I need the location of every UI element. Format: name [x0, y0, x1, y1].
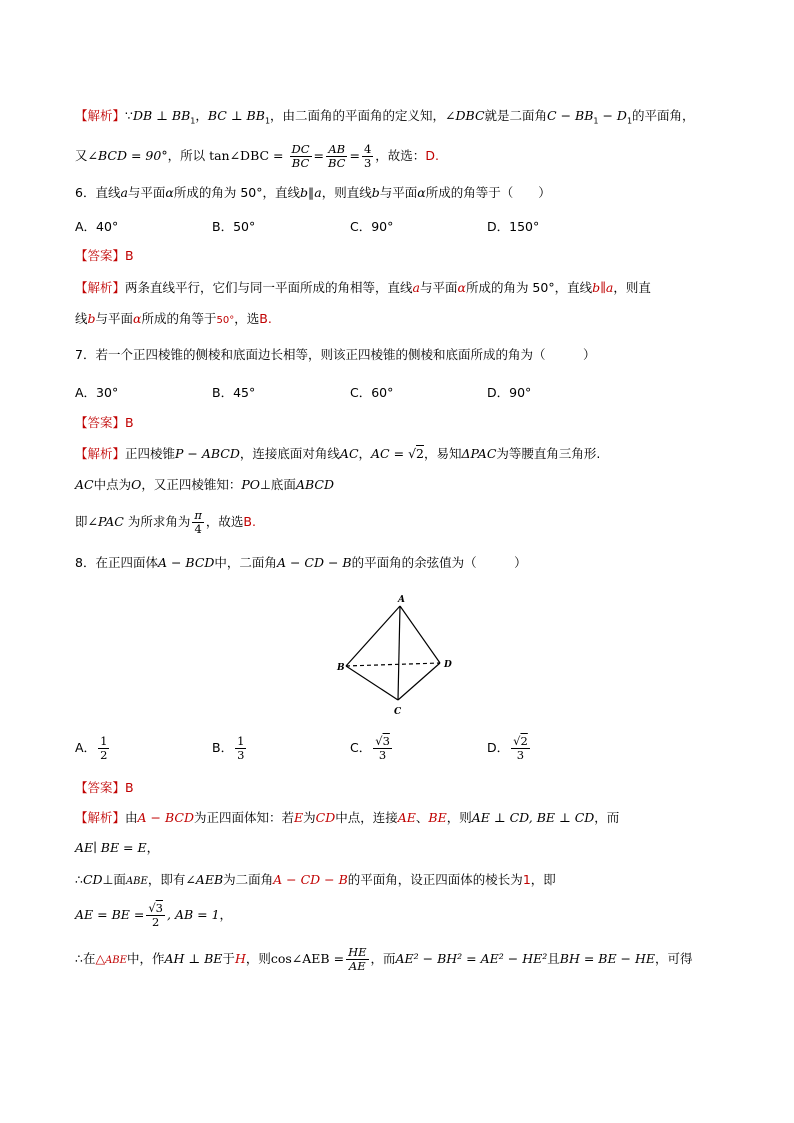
q7-analysis-line2: AC中点为O，又正四棱锥知：PO⊥底面ABCD — [75, 477, 334, 492]
q7-answer: 【答案】B — [75, 415, 134, 430]
q8-option-d: D． $\frac{√2}{3}$ — [487, 734, 528, 762]
q7-analysis-line3: 即∠PAC 为所求角为 $\frac{\pi}{4}$ ，故选B. — [75, 508, 256, 536]
edge-ad — [400, 606, 440, 663]
q7-option-d: D．90° — [487, 385, 532, 400]
q6-option-a: A．40° — [75, 219, 119, 234]
edge-ac — [398, 606, 400, 700]
answer-tag: 【答案】 — [75, 248, 126, 263]
q8-analysis-line3: ∴CD⊥面ABE，即有∠AEB为二面角A − CD − B的平面角，设正四面体的棱长为1，即 — [75, 872, 556, 887]
q8-analysis-line1: 【解析】由A − BCD为正四面体知：若E为CD中点，连接AE、BE，则AE ⊥ CD, BE ⊥ CD，而 — [75, 810, 620, 825]
fraction-4-3: $\frac{4}{3}$ — [363, 142, 372, 170]
q6-option-b: B．50° — [212, 219, 256, 234]
vertex-label-c: C — [394, 707, 402, 717]
fraction-pi-4: $\frac{\pi}{4}$ — [194, 508, 202, 536]
q8-analysis-line5: ∴在△ABE中，作AH ⊥ BE于H，则cos∠AEB = $\frac{HE}{AE}$ ，而AE² − BH² = AE² − HE²且BH = BE − HE，可得 — [75, 945, 693, 973]
tetrahedron-figure — [334, 592, 464, 718]
edge-dc — [398, 663, 440, 700]
q7-option-b: B．45° — [212, 385, 256, 400]
vertex-label-d: D — [444, 660, 452, 670]
vertex-label-b: B — [337, 663, 345, 673]
q8-option-b: B． $\frac{1}{3}$ — [212, 734, 245, 762]
edge-bc — [346, 666, 398, 700]
vertex-label-a: A — [398, 595, 405, 605]
q7-stem: 7．若一个正四棱锥的侧棱和底面边长相等，则该正四棱锥的侧棱和底面所成的角为（ ） — [75, 347, 596, 362]
q7-option-a: A．30° — [75, 385, 119, 400]
fraction-dc-bc: $\frac{DC}{BC}$ — [291, 142, 310, 170]
analysis-tag: 【解析】 — [75, 108, 126, 123]
fraction-ab-bc: $\frac{AB}{BC}$ — [328, 142, 346, 170]
q8-option-a: A． $\frac{1}{2}$ — [75, 734, 108, 762]
q6-option-c: C．90° — [350, 219, 394, 234]
q8-analysis-line4: AE = BE = $\frac{√3}{2}$ , AB = 1， — [75, 901, 233, 929]
q5-analysis-line2: 又∠BCD = 90°，所以 tan∠DBC = $\frac{DC}{BC}$ = $\frac{AB}{BC}$ = $\frac{4}{3}$ ，故选：D. — [75, 142, 439, 170]
q7-option-c: C．60° — [350, 385, 394, 400]
q8-analysis-line2: AE∣ BE = E， — [75, 840, 160, 855]
q8-stem: 8．在正四面体A − BCD中，二面角A − CD − B的平面角的余弦值为（ ） — [75, 555, 527, 570]
q7-analysis-line1: 【解析】正四棱锥P − ABCD，连接底面对角线AC，AC = √2，易知ΔPAC为等腰直角三角形. — [75, 446, 601, 461]
q8-option-c: C． $\frac{√3}{3}$ — [350, 734, 390, 762]
q6-option-d: D．150° — [487, 219, 540, 234]
edge-ab — [346, 606, 400, 666]
edge-bd-hidden — [346, 663, 440, 666]
q6-analysis-line1: 【解析】两条直线平行，它们与同一平面所成的角相等，直线a与平面α所成的角为 50°，直线b∥a，则直 — [75, 280, 651, 295]
q8-answer: 【答案】B — [75, 780, 134, 795]
q6-analysis-line2: 线b与平面α所成的角等于50°，选B. — [75, 311, 272, 326]
q6-answer: 【答案】B — [75, 248, 134, 263]
q5-analysis-line1: 【解析】∵DB ⊥ $BB_1$，BC ⊥ $BB_1$，由二面角的平面角的定义知，∠DBC就是二面角$C - BB_1 - D_1$的平面角， — [75, 108, 695, 126]
q6-stem: 6．直线a与平面α所成的角为 50°，直线b∥a，则直线b与平面α所成的角等于（ ） — [75, 185, 551, 200]
